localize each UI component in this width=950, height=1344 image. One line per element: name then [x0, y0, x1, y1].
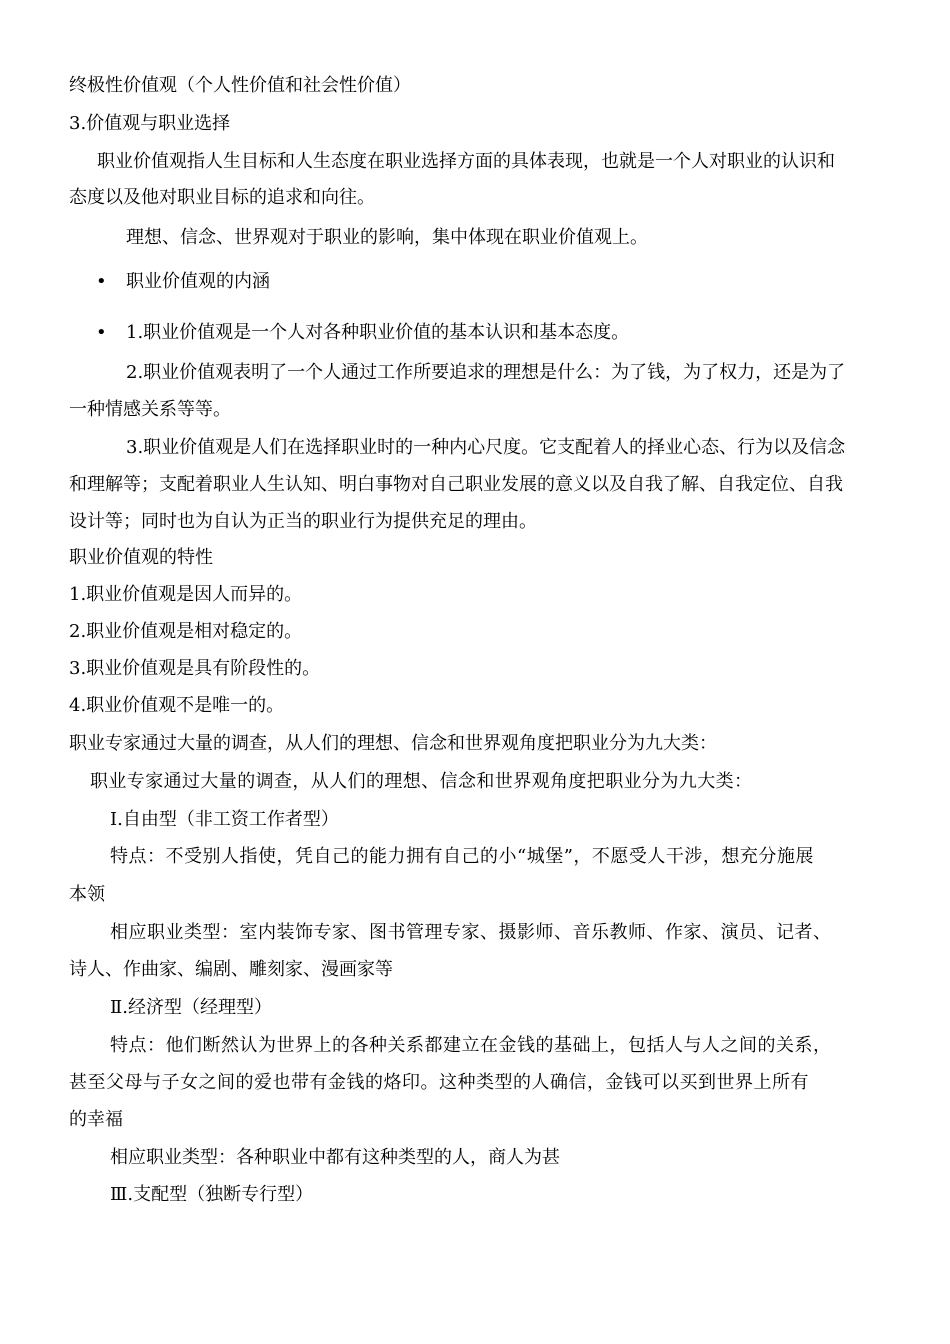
bullet-item: 1.职业价值观是一个人对各种职业价值的基本认识和基本态度。 — [126, 322, 630, 343]
section-heading: 职业价值观的特性 — [69, 547, 213, 568]
category-heading: Ⅲ.支配型（独断专行型） — [110, 1184, 314, 1205]
bullet-marker: • — [96, 322, 107, 343]
text-line: 终极性价值观（个人性价值和社会性价值） — [69, 75, 411, 96]
category-heading: Ⅰ.自由型（非工资工作者型） — [110, 809, 339, 830]
paragraph-line: 特点：不受别人指使，凭自己的能力拥有自己的小“城堡”，不愿受人干涉，想充分施展 — [110, 846, 814, 867]
list-item: 2.职业价值观是相对稳定的。 — [69, 621, 303, 642]
paragraph-line: 诗人、作曲家、编剧、雕刻家、漫画家等 — [69, 959, 393, 980]
paragraph-line: 和理解等；支配着职业人生认知、明白事物对自己职业发展的意义以及自我了解、自我定位、自我 — [69, 474, 843, 495]
paragraph-line: 职业价值观指人生目标和人生态度在职业选择方面的具体表现，也就是一个人对职业的认识和 — [97, 151, 835, 172]
section-heading: 3.价值观与职业选择 — [69, 113, 231, 134]
paragraph-line: 3.职业价值观是人们在选择职业时的一种内心尺度。它支配着人的择业心态、行为以及信念 — [126, 437, 846, 458]
paragraph-line: 相应职业类型：各种职业中都有这种类型的人，商人为甚 — [110, 1147, 560, 1168]
list-item: 3.职业价值观是具有阶段性的。 — [69, 658, 321, 679]
paragraph-line: 相应职业类型：室内装饰专家、图书管理专家、摄影师、音乐教师、作家、演员、记者、 — [110, 922, 832, 943]
paragraph-line: 一种情感关系等等。 — [69, 399, 231, 420]
paragraph-line: 态度以及他对职业目标的追求和向往。 — [69, 187, 375, 208]
paragraph-line: 2.职业价值观表明了一个人通过工作所要追求的理想是什么：为了钱，为了权力，还是为了 — [126, 362, 846, 383]
list-item: 1.职业价值观是因人而异的。 — [69, 584, 303, 605]
bullet-marker: • — [96, 271, 107, 292]
paragraph-line: 特点：他们断然认为世界上的各种关系都建立在金钱的基础上，包括人与人之间的关系， — [110, 1035, 832, 1056]
paragraph-line: 的幸福 — [69, 1109, 123, 1130]
paragraph-line: 本领 — [69, 884, 105, 905]
paragraph-line: 理想、信念、世界观对于职业的影响，集中体现在职业价值观上。 — [126, 227, 648, 248]
paragraph-line: 甚至父母与子女之间的爱也带有金钱的烙印。这种类型的人确信，金钱可以买到世界上所有 — [69, 1072, 809, 1093]
bullet-item: 职业价值观的内涵 — [126, 271, 270, 292]
paragraph-line: 设计等；同时也为自认为正当的职业行为提供充足的理由。 — [69, 511, 537, 532]
paragraph-line: 职业专家通过大量的调查，从人们的理想、信念和世界观角度把职业分为九大类： — [90, 771, 753, 792]
paragraph-line: 职业专家通过大量的调查，从人们的理想、信念和世界观角度把职业分为九大类： — [69, 733, 717, 754]
list-item: 4.职业价值观不是唯一的。 — [69, 695, 285, 716]
category-heading: Ⅱ.经济型（经理型） — [110, 997, 272, 1018]
